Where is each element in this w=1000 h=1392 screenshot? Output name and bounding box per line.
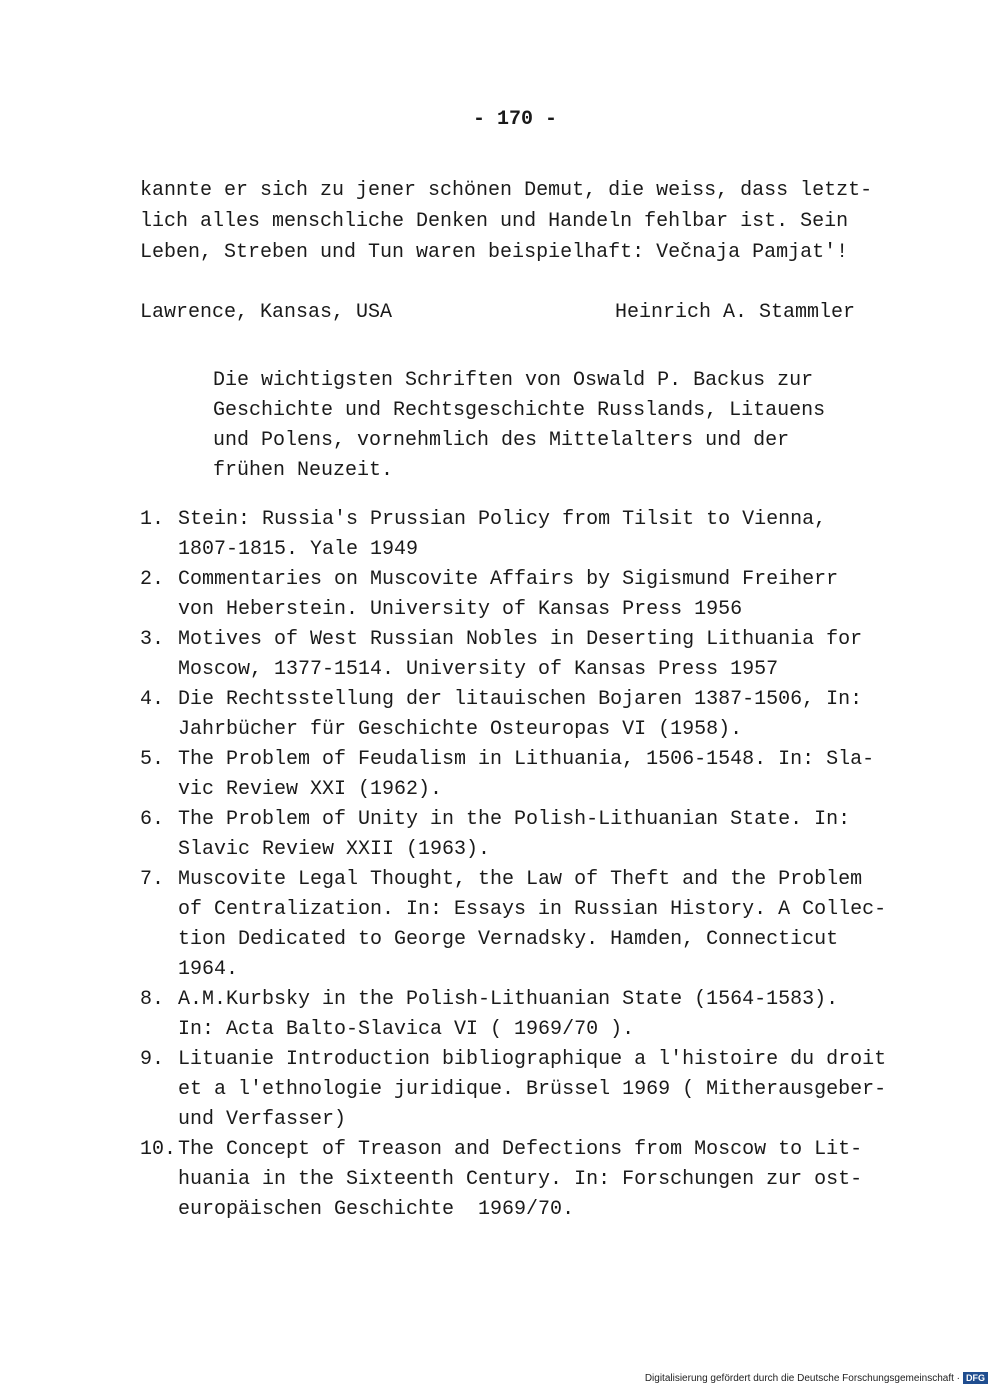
work-number: 4. <box>140 688 165 711</box>
work-line: Moscow, 1377-1514. University of Kansas Press 1957 <box>178 658 779 681</box>
signature-place: Lawrence, Kansas, USA <box>140 301 393 324</box>
work-number: 9. <box>140 1048 165 1071</box>
work-line: Muscovite Legal Thought, the Law of Theft and the Problem <box>178 868 863 891</box>
paragraph-line: lich alles menschliche Denken und Handeln fehlbar ist. Sein <box>140 210 849 233</box>
work-line: 1807-1815. Yale 1949 <box>178 538 419 561</box>
work-line: tion Dedicated to George Vernadsky. Hamden, Connecticut <box>178 928 839 951</box>
bibliography-heading <box>213 366 833 486</box>
page-number: - 170 - <box>472 108 557 131</box>
work-number: 6. <box>140 808 165 831</box>
work-line: The Problem of Feudalism in Lithuania, 1506-1548. In: Sla- <box>178 748 875 771</box>
work-item <box>140 985 920 1045</box>
works-list <box>140 505 920 1225</box>
work-line: In: Acta Balto-Slavica VI ( 1969/70 ). <box>178 1018 635 1041</box>
work-line: huania in the Sixteenth Century. In: Forschungen zur ost- <box>178 1168 863 1191</box>
work-item <box>140 625 920 685</box>
work-line: 1964. <box>178 958 239 981</box>
work-number: 1. <box>140 508 165 531</box>
work-item <box>140 505 920 565</box>
work-line: Slavic Review XXII (1963). <box>178 838 491 861</box>
signature-author: Heinrich A. Stammler <box>614 301 855 324</box>
footer-text: Digitalisierung gefördert durch die Deutsche Forschungsgemeinschaft · <box>644 1372 960 1384</box>
work-line: europäischen Geschichte 1969/70. <box>178 1198 575 1221</box>
work-item <box>140 865 920 985</box>
work-line: of Centralization. In: Essays in Russian History. A Collec- <box>178 898 887 921</box>
work-number: 10. <box>140 1138 177 1161</box>
digitization-footer <box>645 1372 988 1384</box>
heading-line: frühen Neuzeit. <box>213 459 394 482</box>
work-line: Die Rechtsstellung der litauischen Bojaren 1387-1506, In: <box>178 688 863 711</box>
work-line: Stein: Russia's Prussian Policy from Tilsit to Vienna, <box>178 508 827 531</box>
work-item <box>140 745 920 805</box>
work-item <box>140 805 920 865</box>
work-line: Commentaries on Muscovite Affairs by Sigismund Freiherr <box>178 568 839 591</box>
work-line: vic Review XXI (1962). <box>178 778 443 801</box>
work-line: und Verfasser) <box>178 1108 347 1131</box>
paragraph-line: Leben, Streben und Tun waren beispielhaft: Večnaja Pamjat'! <box>140 241 849 264</box>
dfg-logo: DFG <box>963 1372 988 1384</box>
work-line: A.M.Kurbsky in the Polish-Lithuanian State (1564-1583). <box>178 988 839 1011</box>
work-number: 8. <box>140 988 165 1011</box>
work-item <box>140 565 920 625</box>
work-line: The Concept of Treason and Defections from Moscow to Lit- <box>178 1138 863 1161</box>
work-number: 3. <box>140 628 165 651</box>
work-line: Jahrbücher für Geschichte Osteuropas VI (1958). <box>178 718 743 741</box>
heading-line: und Polens, vornehmlich des Mittelalters und der <box>213 429 790 452</box>
work-item <box>140 1045 920 1135</box>
work-line: von Heberstein. University of Kansas Press 1956 <box>178 598 743 621</box>
work-item <box>140 685 920 745</box>
paragraph-line: kannte er sich zu jener schönen Demut, die weiss, dass letzt- <box>140 179 873 202</box>
body-paragraph <box>140 175 900 268</box>
work-number: 7. <box>140 868 165 891</box>
work-number: 5. <box>140 748 165 771</box>
signature-line <box>140 297 855 328</box>
work-line: et a l'ethnologie juridique. Brüssel 1969 ( Mitherausgeber- <box>178 1078 887 1101</box>
heading-line: Die wichtigsten Schriften von Oswald P. Backus zur <box>213 369 814 392</box>
work-item <box>140 1135 920 1225</box>
heading-line: Geschichte und Rechtsgeschichte Russlands, Litauens <box>213 399 826 422</box>
work-line: Lituanie Introduction bibliographique a l'histoire du droit <box>178 1048 887 1071</box>
work-line: The Problem of Unity in the Polish-Lithuanian State. In: <box>178 808 851 831</box>
work-number: 2. <box>140 568 165 591</box>
work-line: Motives of West Russian Nobles in Deserting Lithuania for <box>178 628 863 651</box>
